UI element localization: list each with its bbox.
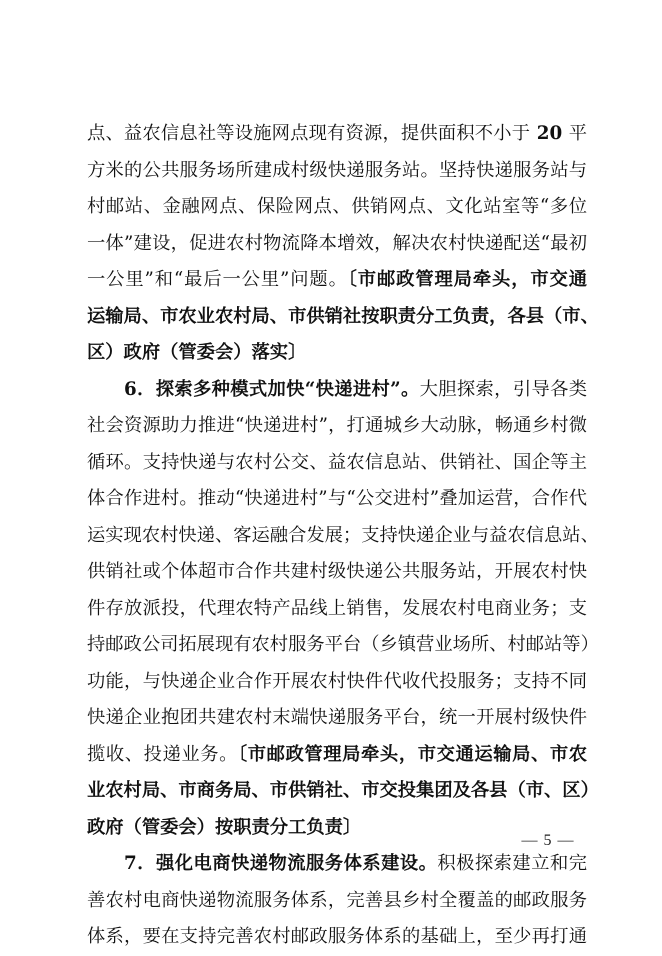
text-line	[87, 262, 587, 299]
text-line	[87, 408, 587, 445]
text-segment: 揽收、投递业务。	[87, 743, 239, 765]
text-line	[87, 299, 599, 336]
text-segment: 社会资源助力推进“快递进村”，打通城乡大动脉，畅通乡村微	[87, 415, 587, 436]
bold-text-segment: 〔市邮政管理局牵头，市交通运输局、市农	[238, 743, 588, 765]
text-segment: 一公里”和“最后一公里”问题。	[87, 269, 348, 290]
text-segment: 积极探索建立和完	[437, 853, 587, 874]
text-segment: 供销社或个体超市合作共建村级快递公共服务站，开展农村快	[87, 561, 587, 582]
text-segment: 体合作进村。推动“快递进村”与“公交进村”叠加运营，合作代	[87, 488, 587, 509]
text-line	[87, 335, 587, 372]
text-segment: 善农村电商快递物流服务体系，完善县乡村全覆盖的邮政服务	[87, 889, 587, 911]
text-line	[87, 627, 599, 664]
text-line	[87, 591, 587, 628]
text-segment: 循环。支持快递与农村公交、益农信息站、供销社、国企等主	[87, 451, 587, 473]
text-line	[87, 883, 587, 920]
document-body	[87, 116, 599, 956]
text-segment: 平	[568, 123, 588, 144]
text-line	[87, 664, 587, 701]
text-line	[87, 445, 587, 482]
text-line	[87, 226, 587, 263]
text-line	[87, 919, 587, 956]
text-segment: 点、益农信息社等设施网点现有资源，提供面积不小于	[87, 123, 531, 144]
bold-text-segment: 〔市邮政管理局牵头，市交通	[347, 269, 587, 290]
text-line	[87, 846, 587, 883]
text-segment: 件存放派投，代理农特产品线上销售，发展农村电商业务；支	[87, 597, 587, 619]
text-line	[87, 481, 587, 518]
text-line	[87, 189, 587, 226]
text-line	[87, 518, 599, 555]
text-segment: 运实现农村快递、客运融合发展；支持快递企业与益农信息站、	[87, 524, 599, 546]
bold-text-segment: 7．强化电商快递物流服务体系建设。	[124, 853, 438, 874]
text-line	[87, 372, 587, 409]
bold-text-segment: 20	[530, 123, 569, 144]
page-number: — 5 —	[521, 832, 575, 849]
text-segment: 村邮站、金融网点、保险网点、供销网点、文化站室等“多位	[87, 196, 587, 217]
text-segment: 快递企业抱团共建农村末端快递服务平台，统一开展村级快件	[87, 707, 587, 728]
text-segment: 大胆探索，引导各类	[419, 378, 587, 400]
text-segment: 功能，与快递企业合作开展农村快件代收代投服务；支持不同	[87, 670, 587, 692]
text-line	[87, 554, 587, 591]
bold-text-segment: 6．探索多种模式加快“快递进村”。	[124, 378, 420, 400]
bold-text-segment: 区）政府（管委会）落实〕	[87, 342, 307, 363]
text-line	[87, 153, 587, 190]
text-line	[87, 700, 587, 737]
text-line	[87, 773, 599, 810]
text-segment: 方米的公共服务场所建成村级快递服务站。坚持快递服务站与	[87, 159, 587, 181]
bold-text-segment: 政府（管委会）按职责分工负责〕	[87, 816, 362, 838]
bold-text-segment: 业农村局、市商务局、市供销社、市交投集团及各县（市、区）	[87, 780, 599, 801]
bold-text-segment: 运输局、市农业农村局、市供销社按职责分工负责，各县（市、	[87, 305, 599, 327]
text-line	[87, 116, 587, 153]
text-segment: 一体”建设，促进农村物流降本增效，解决农村快递配送“最初	[87, 232, 587, 254]
text-line	[87, 737, 587, 774]
text-segment: 持邮政公司拓展现有农村服务平台（乡镇营业场所、村邮站等）	[87, 634, 599, 655]
text-segment: 体系，要在支持完善农村邮政服务体系的基础上，至少再打通	[87, 926, 587, 947]
